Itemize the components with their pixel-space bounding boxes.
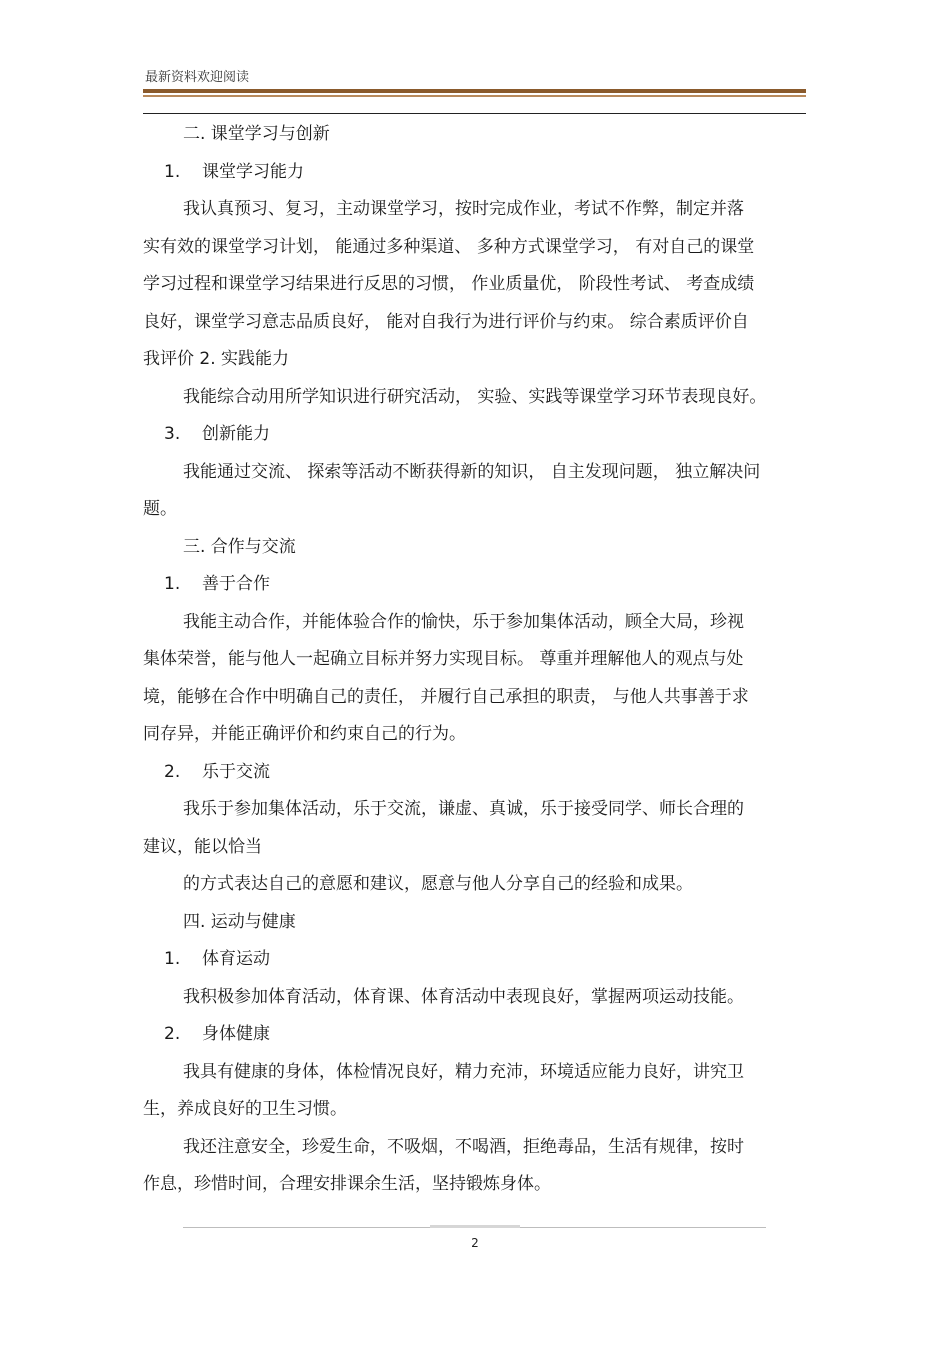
item-number: 2. [164,761,181,782]
paragraph-line [143,829,806,867]
paragraph-line [143,454,806,492]
numbered-heading [143,941,806,979]
paragraph-line [143,491,806,529]
line-text: 课堂学习能力 [202,161,304,182]
paragraph-line [143,1166,806,1204]
paragraph-line [143,341,806,379]
numbered-heading [143,754,806,792]
section-heading [143,904,806,942]
line-text: 三. 合作与交流 [183,536,296,557]
line-text: 作息，珍惜时间，合理安排课余生活，坚持锻炼身体。 [143,1174,551,1194]
paragraph-line [143,304,806,342]
paragraph-line [143,379,806,417]
line-text: 良好，课堂学习意志品质良好， 能对自我行为进行评价与约束。 综合素质评价自 [143,311,749,332]
line-text: 题。 [143,499,177,519]
numbered-heading [143,566,806,604]
line-text: 创新能力 [202,424,270,444]
item-number: 1. [164,574,181,594]
section-heading [143,116,806,154]
document-body [143,116,806,1204]
paragraph-line [143,791,806,829]
line-text: 境，能够在合作中明确自己的责任， 并履行自己承担的职责， 与他人共事善于求 [143,686,749,707]
paragraph-line [143,266,806,304]
paragraph-line [143,191,806,229]
paragraph-line [143,716,806,754]
section-heading [143,529,806,567]
numbered-heading [143,154,806,192]
paragraph-line [143,679,806,717]
paragraph-line [143,979,806,1017]
line-text: 乐于交流 [202,761,270,782]
line-text: 二. 课堂学习与创新 [183,124,330,144]
page-header-text: 最新资料欢迎阅读 [145,70,250,85]
line-text: 四. 运动与健康 [183,911,296,932]
header-rule-bottom [143,113,806,114]
paragraph-line [143,866,806,904]
line-text: 集体荣誉，能与他人一起确立目标并努力实现目标。 尊重并理解他人的观点与处 [143,649,744,669]
header-rule-thick [143,89,806,93]
numbered-heading [143,1016,806,1054]
paragraph-line [143,1091,806,1129]
line-text: 体育运动 [202,949,270,969]
item-number: 1. [164,949,181,969]
line-text: 我认真预习、复习，主动课堂学习，按时完成作业，考试不作弊，制定并落 [183,199,744,219]
paragraph-line [143,1129,806,1167]
line-text: 身体健康 [202,1024,270,1044]
paragraph-line [143,1054,806,1092]
item-number: 2. [164,1024,181,1044]
paragraph-line [143,229,806,267]
line-text: 建议，能以恰当 [143,836,262,857]
line-text: 我还注意安全，珍爱生命，不吸烟，不喝酒，拒绝毒品，生活有规律，按时 [183,1136,744,1157]
line-text: 实有效的课堂学习计划， 能通过多种渠道、 多种方式课堂学习， 有对自己的课堂 [143,236,755,257]
line-text: 我能通过交流、 探索等活动不断获得新的知识， 自主发现问题， 独立解决问 [183,461,761,482]
line-text: 我具有健康的身体，体检情况良好，精力充沛，环境适应能力良好，讲究卫 [183,1061,744,1082]
header-rule-thin [143,95,806,97]
line-text: 我能主动合作，并能体验合作的愉快，乐于参加集体活动，顾全大局，珍视 [183,611,744,632]
page-number: 2 [471,1236,479,1250]
line-text: 的方式表达自己的意愿和建议，愿意与他人分享自己的经验和成果。 [183,874,693,894]
line-text: 生，养成良好的卫生习惯。 [143,1099,347,1119]
line-text: 学习过程和课堂学习结果进行反思的习惯， 作业质量优， 阶段性考试、 考查成绩 [143,274,755,294]
line-text: 我积极参加体育活动，体育课、体育活动中表现良好，掌握两项运动技能。 [183,986,744,1007]
line-text: 善于合作 [202,574,270,594]
line-text: 同存异，并能正确评价和约束自己的行为。 [143,724,466,744]
item-number: 3. [164,424,181,444]
line-text: 我能综合动用所学知识进行研究活动， 实验、实践等课堂学习环节表现良好。 [183,386,767,407]
footer-rule-accent [430,1225,520,1228]
numbered-heading [143,416,806,454]
paragraph-line [143,604,806,642]
paragraph-line [143,641,806,679]
item-number: 1. [164,161,181,182]
line-text: 我乐于参加集体活动，乐于交流，谦虚、真诚，乐于接受同学、师长合理的 [183,799,744,819]
line-text: 我评价 2. 实践能力 [143,349,290,369]
